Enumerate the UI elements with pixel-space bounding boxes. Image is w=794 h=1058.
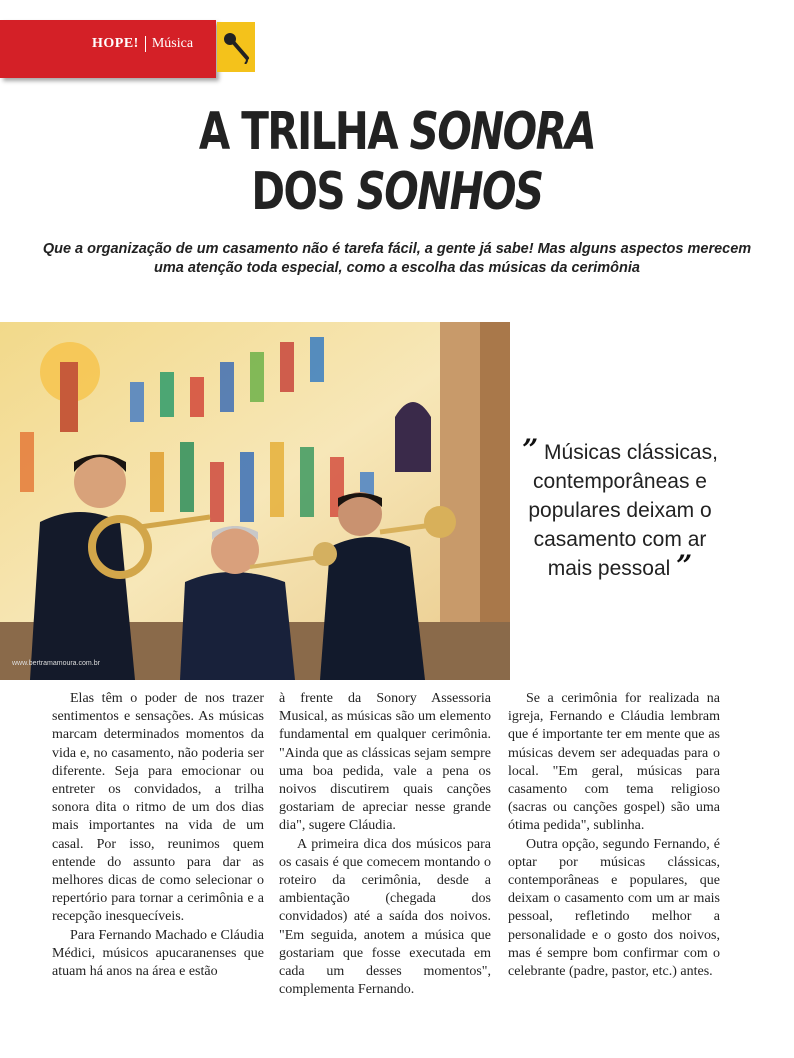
- body-column-1: [52, 690, 264, 981]
- paragraph: A primeira dica dos músicos para os casais é que comecem montando o roteiro da cerimônia, desde a ambientação (chegada dos convidados) até a saída dos noivos. "Em seguida, anotem a música que gostariam que fosse executada em cada um desses momentos", complementa Fernando.: [279, 836, 491, 998]
- open-quote-mark: ”: [522, 433, 539, 466]
- article-title: [0, 102, 794, 222]
- paragraph: Para Fernando Machado e Cláudia Médici, músicos apucaranenses que atuam há anos na área e estão: [52, 927, 264, 980]
- photo-watermark: www.bertramamoura.com.br: [12, 660, 100, 667]
- musicians-photo: [0, 322, 510, 680]
- pull-quote-text: Músicas clássicas, contemporâneas e populares deixam o casamento com ar mais pessoal: [528, 441, 718, 580]
- article-lede: Que a organização de um casamento não é tarefa fácil, a gente já sabe! Mas alguns aspectos merecem uma atenção toda especial, como a escolha das músicas da cerimônia: [42, 241, 752, 276]
- microphone-icon: [217, 22, 255, 72]
- pull-quote: [515, 433, 725, 583]
- section-header: [92, 36, 193, 52]
- title-line-2: DOS SONHOS: [251, 162, 543, 222]
- paragraph: à frente da Sonory Assessoria Musical, as músicas são um elemento fundamental em qualquer cerimônia. "Ainda que as clássicas sejam sempre uma boa pedida, vale a pena os noivos discutirem quais canções gostariam de apreciar nesse grande dia", sugere Cláudia.: [279, 691, 491, 834]
- paragraph: Outra opção, segundo Fernando, é optar por músicas clássicas, contemporâneas e populares, que deixam o casamento com um ar mais pessoal, refletindo melhor a personalidade e o gosto dos noivos, mas é sempre bom confirmar com o celebrante (padre, pastor, etc.) antes.: [508, 836, 720, 980]
- paragraph: Elas têm o poder de nos trazer sentimentos e sensações. As músicas marcam determinados momentos da vida e, no casamento, não poderia ser diferente. Seja para emocionar ou entreter os convidados, a trilha sonora dita o ritmo de um dos dias mais importantes na vida de um casal. Por isso, reunimos quem entende do assunto para dar as melhores dicas de como selecionar o repertório para tornar a cerimônia e a recepção inesquecíveis.: [52, 691, 264, 925]
- header-divider: [145, 36, 146, 52]
- body-column-3: [508, 690, 720, 981]
- section-name: Música: [151, 36, 194, 51]
- close-quote-mark: ”: [676, 549, 693, 582]
- paragraph: Se a cerimônia for realizada na igreja, Fernando e Cláudia lembram que é importante ter em mente que as músicas devem ser adequadas para o local. "Em geral, músicas para casamento com tema religioso (sacras ou canções gospel) são uma ótima pedida", sublinha.: [508, 691, 720, 834]
- brand-name: HOPE!: [92, 36, 139, 51]
- body-column-2: [279, 690, 491, 999]
- title-line-1: A TRILHA SONORA: [198, 102, 596, 162]
